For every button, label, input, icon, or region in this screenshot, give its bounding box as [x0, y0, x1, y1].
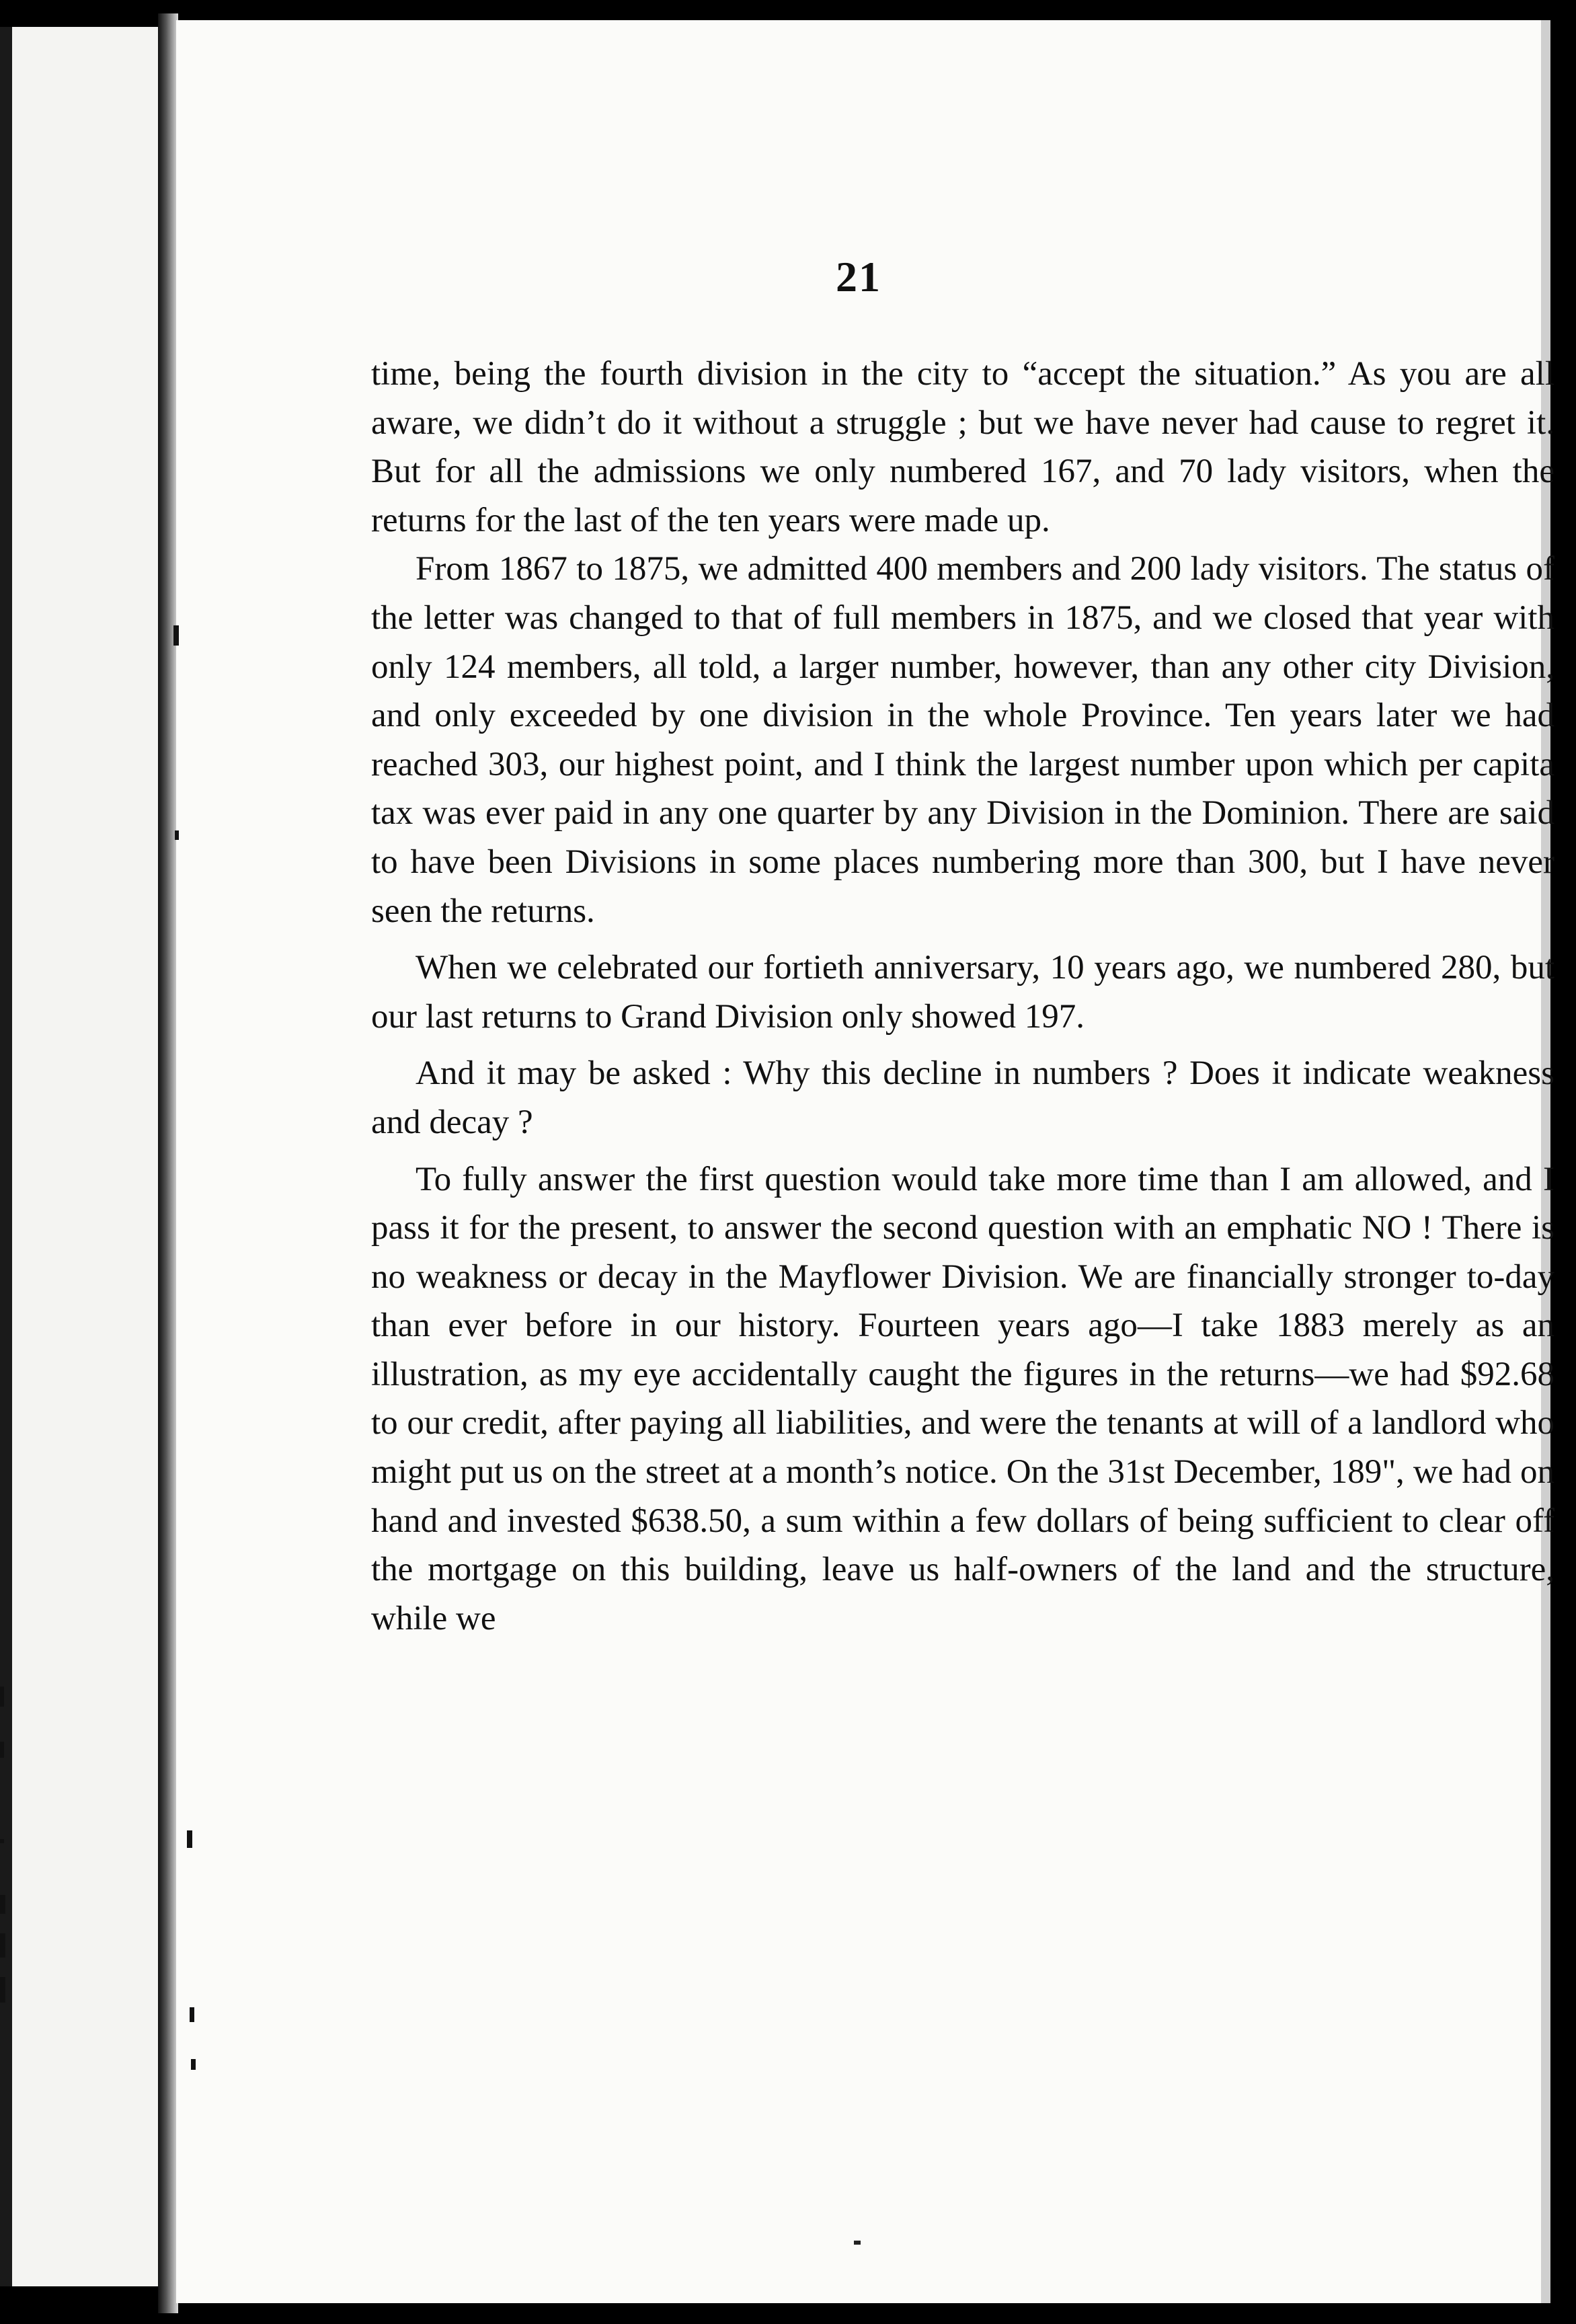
facing-page-mark	[0, 1895, 5, 1914]
book-gutter	[158, 13, 178, 2313]
binding-mark	[173, 625, 179, 646]
paragraph-4: And it may be asked : Why this decline in numbers ? Does it indicate weakness and decay ?	[371, 1054, 1554, 1141]
facing-page-mark	[0, 1742, 4, 1758]
facing-page-mark	[0, 1839, 4, 1843]
facing-page-mark	[0, 1977, 5, 2003]
print-speck	[854, 2241, 861, 2245]
paragraph-1: time, being the fourth division in the city to “accept the situation.” As you are all aware, we didn’t do it without a struggle ; but we have never had cause to regret it. But for all the admissions we only numbered 167, and 70 lady visitors, when the returns for the last of the ten years were made up.	[371, 355, 1554, 539]
binding-mark	[175, 830, 179, 840]
binding-mark	[190, 2007, 194, 2022]
paragraph-3: When we celebrated our fortieth anniversary, 10 years ago, we numbered 280, but our last returns to Grand Division only showed 197.	[371, 949, 1554, 1036]
document-page	[176, 20, 1554, 2303]
facing-page-strip	[0, 27, 158, 2286]
page-number: 21	[836, 253, 881, 301]
binding-mark	[191, 2059, 196, 2070]
binding-mark	[187, 1830, 192, 1848]
facing-page-mark	[0, 1933, 5, 1958]
paragraph-5: To fully answer the first question would take more time than I am allowed, and I pass it for the present, to answer the second question with an emphatic NO ! There is no weakness or decay in the Mayflower Division. We are financially stronger to-day than ever before in our history. Fourteen years ago—I take 1883 merely as an illustration, as my eye accidentally caught the figures in the returns—we had $92.68 to our credit, after paying all liabilities, and were the tenants at will of a landlord who might put us on the street at a month’s notice. On the 31st December, 189", we had on hand and invested $638.50, a sum within a few dollars of being sufficient to clear off the mortgage on this building, leave us half-owners of the land and the structure, while we	[371, 1160, 1554, 1637]
paragraph-2: From 1867 to 1875, we admitted 400 members and 200 lady visitors. The status of the letter was changed to that of full members in 1875, and we closed that year with only 124 members, all told, a larger number, however, than any other city Division, and only exceeded by one division in the whole Province. Ten years later we had reached 303, our highest point, and I think the largest number upon which per capita tax was ever paid in any one quarter by any Division in the Dominion. There are said to have been Divisions in some places numbering more than 300, but I have never seen the returns.	[371, 550, 1554, 930]
body-text	[371, 350, 1554, 2071]
facing-page-mark	[0, 1687, 4, 1707]
